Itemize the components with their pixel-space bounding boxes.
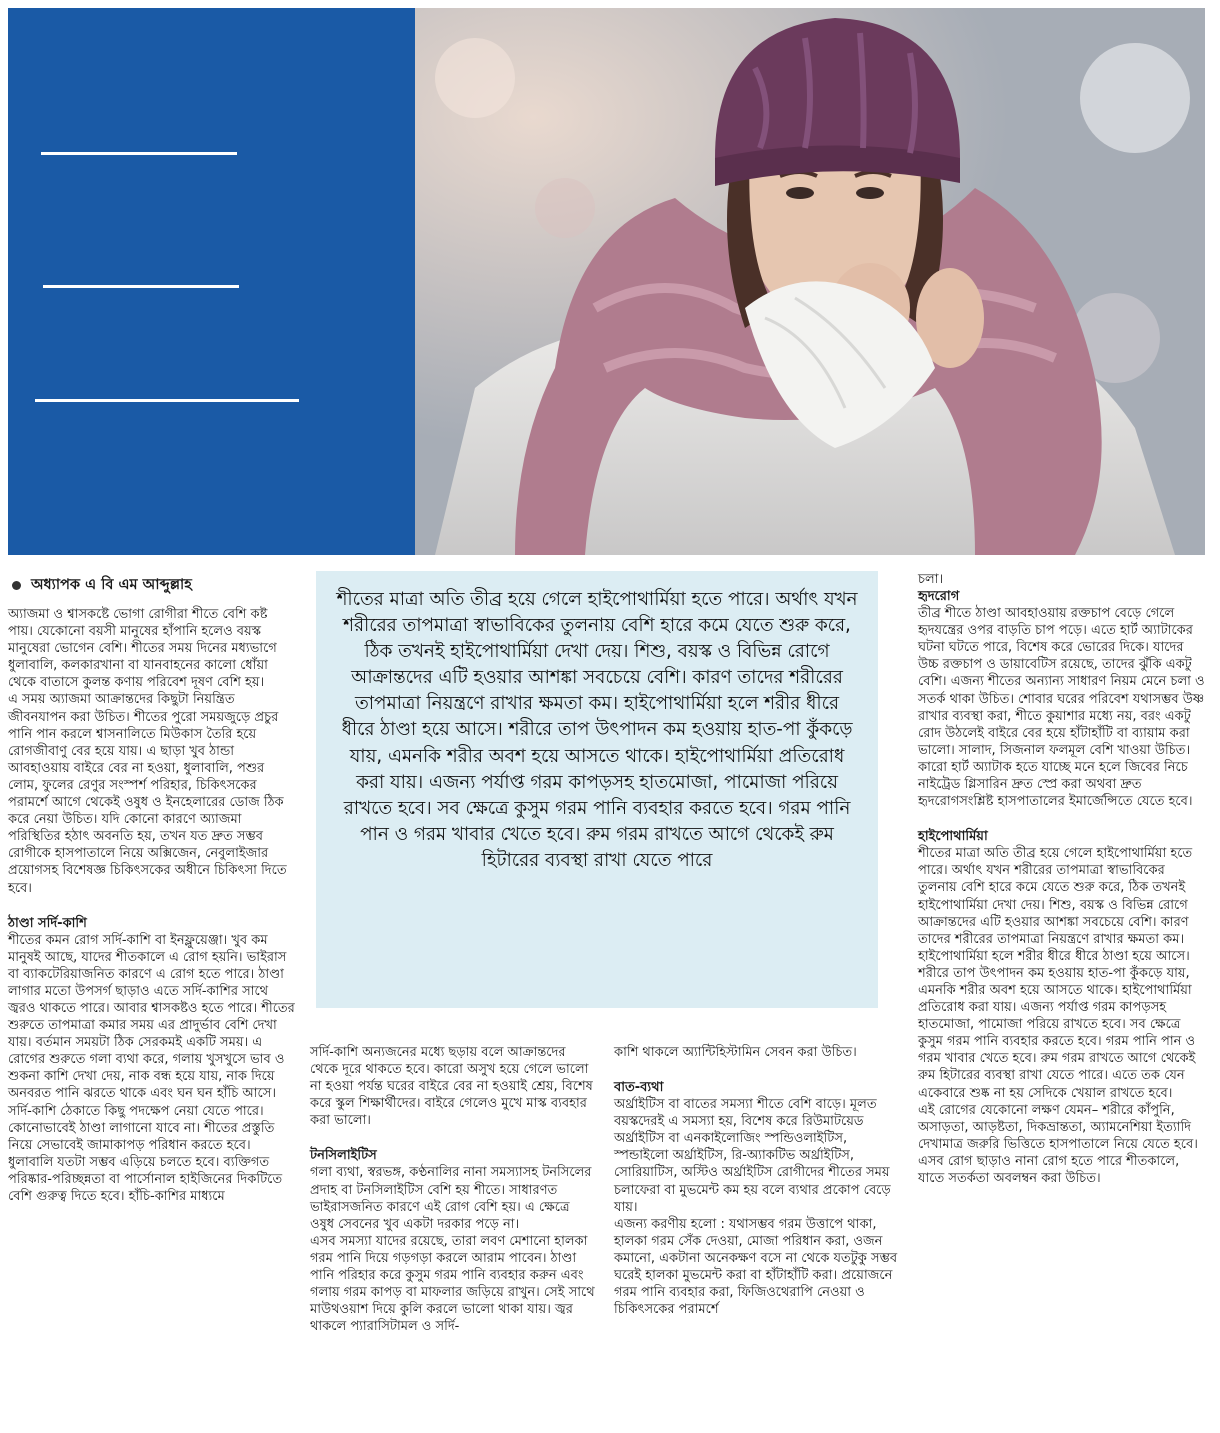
pull-quote-text: শীতের মাত্রা অতি তীব্র হয়ে গেলে হাইপোথার্মিয়া হতে পারে। অর্থাৎ যখন শরীরের তাপমাত্রা স্বাভাবিকের তুলনায় বেশি হারে কমে যেতে শুরু করে, ঠিক তখনই হাইপোথার্মিয়া দেখা দেয়। শিশু, বয়স্ক ও বিভিন্ন রোগে আক্রান্তদের এটি হওয়ার আশঙ্কা সবচেয়ে বেশি। কারণ তাদের শরীরের তাপমাত্রা নিয়ন্ত্রণে রাখার ক্ষমতা কম। হাইপোথার্মিয়া হলে শরীর ধীরে ধীরে ঠাণ্ডা হয়ে আসে। শরীরে তাপ উৎপাদন কম হওয়ায় হাত-পা কুঁকড়ে যায়, এমনকি শরীর অবশ হয়ে আসতে থাকে। হাইপোথার্মিয়া প্রতিরোধ করা যায়। এজন্য পর্যাপ্ত গরম কাপড়সহ হাতমোজা, পামোজা পরিয়ে রাখতে হবে। সব ক্ষেত্রে কুসুম গরম পানি ব্যবহার করতে হবে। গরম পানি পান ও গরম খাবার খেতে হবে। রুম গরম রাখতে আগে থেকেই রুম হিটারের ব্যবস্থা রাখা যেতে পারে <box>336 589 858 871</box>
title-panel <box>8 8 415 555</box>
tonsil-paragraph-2: এসব সমস্যা যাদের রয়েছে, তারা লবণ মেশানো হালকা গরম পানি দিয়ে গড়গড়া করলে আরাম পাবেন। ঠাণ্ডা পানি পরিহার করে কুসুম গরম পানি ব্যবহার করুন এবং গলায় গরম কাপড় বা মাফলার জড়িয়ে রাখুন। সেই সাথে মাউথওয়াশ দিয়ে কুলি করলে ভালো থাকা যায়। জ্বর থাকলে প্যারাসিটামল ও সর্দি- <box>310 1233 595 1335</box>
cold-paragraph-2: সর্দি-কাশি ঠেকাতে কিছু পদক্ষেপ নেয়া যেতে পারে। কোনোভাবেই ঠাণ্ডা লাগানো যাবে না। শীতের প্রস্তুতি নিয়ে সেভাবেই জামাকাপড় পরিধান করতে হবে। ধুলাবালি যতটা সম্ভব এড়িয়ে চলতে হবে। ব্যক্তিগত পরিষ্কার-পরিচ্ছন্নতা বা পার্সোনাল হাইজিনের দিকটিতে বেশি গুরুত্ব দিতে হবে। হাঁচি-কাশির মাধ্যমে <box>8 1103 283 1204</box>
woman-with-tissue-illustration <box>415 8 1205 555</box>
title-rule-1 <box>41 152 237 155</box>
pull-quote-box <box>316 571 878 1008</box>
tonsil-paragraph-1: গলা ব্যথা, স্বরভঙ্গ, কণ্ঠনালির নানা সমস্যাসহ টনসিলের প্রদাহ বা টনসিলাইটিস বেশি হয় শীতে। সাধারণত ভাইরাসজনিত কারণে এই রোগ বেশি হয়। এ ক্ষেত্রে ওষুধ সেবনের খুব একটা দরকার পড়ে না। <box>310 1165 592 1232</box>
author-name: অধ্যাপক এ বি এম আব্দুল্লাহ <box>31 577 192 593</box>
title-rule-2 <box>43 285 239 288</box>
section-heading-heart: হৃদরোগ <box>918 589 960 605</box>
article-column-3 <box>614 1044 904 1318</box>
asthma-paragraph: এ সময় অ্যাজমা আক্রান্তদের কিছুটা নিয়ন্ত্রিত জীবনযাপন করা উচিত। শীতের পুরো সময়জুড়ে প্রচুর পানি পান করলে শ্বাসনালিতে মিউকাস তৈরি হয়ে রোগজীবাণু বের হয়ে যায়। এ ছাড়া খুব ঠান্ডা আবহাওয়ায় বাইরে বের না হওয়া, ধুলাবালি, পশুর লোম, ফুলের রেণুর সংস্পর্শ পরিহার, চিকিৎসকের পরামর্শে আগে থেকেই ওষুধ ও ইনহেলারের ডোজ ঠিক করে নেয়া উচিত। যদি কোনো কারণে অ্যাজমা পরিস্থিতির হঠাৎ অবনতি হয়, তখন যত দ্রুত সম্ভব রোগীকে হাসপাতালে নিয়ে অক্সিজেন, নেবুলাইজার প্রয়োগসহ বিশেষজ্ঞ চিকিৎসকের অধীনে চিকিৎসা দিতে হবে। <box>8 692 287 896</box>
intro-paragraph: অ্যাজমা ও শ্বাসকষ্টে ভোগা রোগীরা শীতে বেশি কষ্ট পায়। যেকোনো বয়সী মানুষের হাঁপানি হলেও বয়স্ক মানুষেরা ভোগেন বেশি। শীতের সময় দিনের মধ্যভাগে ধুলাবালি, কলকারখানা বা যানবাহনের কালো ধোঁয়া থেকে বাতাসে কুলন্ত কণায় পরিবেশ দূষণ বেশি হয়। <box>8 607 277 691</box>
hypothermia-paragraph-1: শীতের মাত্রা অতি তীব্র হয়ে গেলে হাইপোথার্মিয়া হতে পারে। অর্থাৎ যখন শরীরের তাপমাত্রা স্বাভাবিকের তুলনায় বেশি হারে কমে যেতে শুরু করে, ঠিক তখনই হাইপোথার্মিয়া দেখা দেয়। শিশু, বয়স্ক ও বিভিন্ন রোগে আক্রান্তদের এটি হওয়ার আশঙ্কা সবচেয়ে বেশি। কারণ তাদের শরীরের তাপমাত্রা নিয়ন্ত্রণে রাখার ক্ষমতা কম। হাইপোথার্মিয়া হলে শরীর ধীরে ধীরে ঠাণ্ডা হয়ে আসে। শরীরে তাপ উৎপাদন কম হওয়ায় হাত-পা কুঁকড়ে যায়, এমনকি শরীর অবশ হয়ে আসতে থাকে। হাইপোথার্মিয়া প্রতিরোধ করা যায়। এজন্য পর্যাপ্ত গরম কাপড়সহ হাতমোজা, পামোজা পরিয়ে রাখতে হবে। সব ক্ষেত্রে কুসুম গরম পানি ব্যবহার করতে হবে। গরম পানি পান ও গরম খাবার খেতে হবে। রুম গরম রাখতে আগে থেকেই রুম হিটারের ব্যবস্থা রাখা যেতে পারে। এতে তক যেন একেবারে শুষ্ক না হয় সেদিকে খেয়াল রাখতে হবে। <box>918 846 1196 1101</box>
section-heading-cold: ঠাণ্ডা সর্দি-কাশি <box>8 915 87 931</box>
section-heading-arthritis: বাত-ব্যথা <box>614 1080 664 1096</box>
title-rule-3 <box>35 399 299 402</box>
article-column-2 <box>310 1044 595 1335</box>
arthritis-continued: চলা। <box>918 572 944 587</box>
article-column-4 <box>918 571 1206 1187</box>
arthritis-paragraph-2: এজন্য করণীয় হলো : যথাসম্ভব গরম উত্তাপে থাকা, হালকা গরম সেঁক দেওয়া, মোজা পরিধান করা, ওজন কমানো, একটানা অনেকক্ষণ বসে না থেকে যতটুকু সম্ভব ঘরেই হালকা মুভমেন্ট করা বা হাঁটাহাঁটি করা। প্রয়োজনে গরম পানি ব্যবহার করা, ফিজিওথেরাপি নেওয়া ও চিকিৎসকের পরামর্শে <box>614 1216 898 1318</box>
cold-paragraph-1: শীতের কমন রোগ সর্দি-কাশি বা ইনফ্লুয়েঞ্জা। খুব কম মানুষই আছে, যাদের শীতকালে এ রোগ হয়নি। ভাইরাস বা ব্যাকটেরিয়াজনিত কারণে এ রোগ হতে পারে। ঠাণ্ডা লাগার মতো উপসর্গ ছাড়াও এতে সর্দি-কাশির সাথে জ্বরও থাকতে পারে। আবার শ্বাসকষ্টও হতে পারে। শীতের শুরুতে তাপমাত্রা কমার সময় এর প্রাদুর্ভাব বেশি দেখা যায়। বর্তমান সময়টা ঠিক সেরকমই একটি সময়। এ রোগের শুরুতে গলা ব্যথা করে, গলায় খুসখুসে ভাব ও শুকনা কাশি দেখা দেয়, নাক বন্ধ হয়ে যায়, নাক দিয়ে অনবরত পানি ঝরতে থাকে এবং ঘন ঘন হাঁচি আসে। <box>8 932 295 1102</box>
bullet-dot-icon <box>12 581 21 590</box>
section-heading-hypothermia: হাইপোথার্মিয়া <box>918 829 988 845</box>
hypothermia-paragraph-2: এই রোগের যেকোনো লক্ষণ যেমন– শরীরে কাঁপুনি, অসাড়তা, আড়ষ্টতা, দিকভ্রান্ততা, অ্যামনেশিয়া ইত্যাদি দেখামাত্র জরুরি ভিত্তিতে হাসপাতালে নিয়ে যেতে হবে। <box>918 1102 1198 1152</box>
author-byline <box>12 574 192 598</box>
section-heading-tonsillitis: টনসিলাইটিস <box>310 1148 377 1164</box>
cover-photo <box>415 8 1205 555</box>
article-column-1 <box>8 606 295 1205</box>
hypothermia-paragraph-3: এসব রোগ ছাড়াও নানা রোগ হতে পারে শীতকালে, যাতে সতর্কতা অবলম্বন করা উচিত। <box>918 1153 1180 1186</box>
cold-continued-paragraph: সর্দি-কাশি অন্যজনের মধ্যে ছড়ায় বলে আক্রান্তদের থেকে দূরে থাকতে হবে। কারো অসুখ হয়ে গেলে ভালো না হওয়া পর্যন্ত ঘরের বাইরে বের না হওয়াই শ্রেয়, বিশেষ করে স্কুল শিক্ষার্থীদের। বাইরে গেলেও মুখে মাস্ক ব্যবহার করা ভালো। <box>310 1045 593 1129</box>
arthritis-paragraph-1: অর্থ্রাইটিস বা বাতের সমস্যা শীতে বেশি বাড়ে। মূলত বয়স্কদেরই এ সমস্যা হয়, বিশেষ করে রিউমাটয়েড অর্থ্রাইটিস বা এনকাইলোজিং স্পন্ডিওলাইটিস, স্পন্ডাইলো অর্থ্রাইটিস, রি-অ্যাকটিভ অর্থ্রাইটিস, সোরিয়াটিস, অস্টিও অর্থ্রাইটিস রোগীদের শীতের সময় চলাফেরা বা মুভমেন্ট কম হয় বলে ব্যথার প্রকোপ বেড়ে যায়। <box>614 1097 891 1215</box>
antihistamine-paragraph: কাশি থাকলে অ্যান্টিহিস্টামিন সেবন করা উচিত। <box>614 1045 857 1060</box>
heart-paragraph: তীব্র শীতে ঠাণ্ডা আবহাওয়ায় রক্তচাপ বেড়ে গেলে হৃদযন্ত্রের ওপর বাড়তি চাপ পড়ে। এতে হার্ট অ্যাটাকের ঘটনা ঘটতে পারে, বিশেষ করে ভোরের দিকে। যাদের উচ্চ রক্তচাপ ও ডায়াবেটিস রয়েছে, তাদের ঝুঁকি একটু বেশি। এজন্য শীতের অন্যান্য সাধারণ নিয়ম মেনে চলা ও সতর্ক থাকা উচিত। শোবার ঘরের পরিবেশ যথাসম্ভব উষ্ণ রাখার ব্যবস্থা করা, শীতে কুয়াশার মধ্যে নয়, বরং একটু রোদ উঠলেই বাইরে বের হয়ে হাঁটাহাঁটি বা ব্যায়াম করা ভালো। সালাদ, সিজনাল ফলমূল বেশি খাওয়া উচিত। কারো হার্ট অ্যাটাক হতে যাচ্ছে মনে হলে জিবের নিচে নাইট্রেড গ্লিসারিন দ্রুত স্প্রে করা অথবা দ্রুত হৃদরোগসংশ্লিষ্ট হাসপাতালের ইমার্জেন্সিতে যেতে হবে। <box>918 606 1205 810</box>
